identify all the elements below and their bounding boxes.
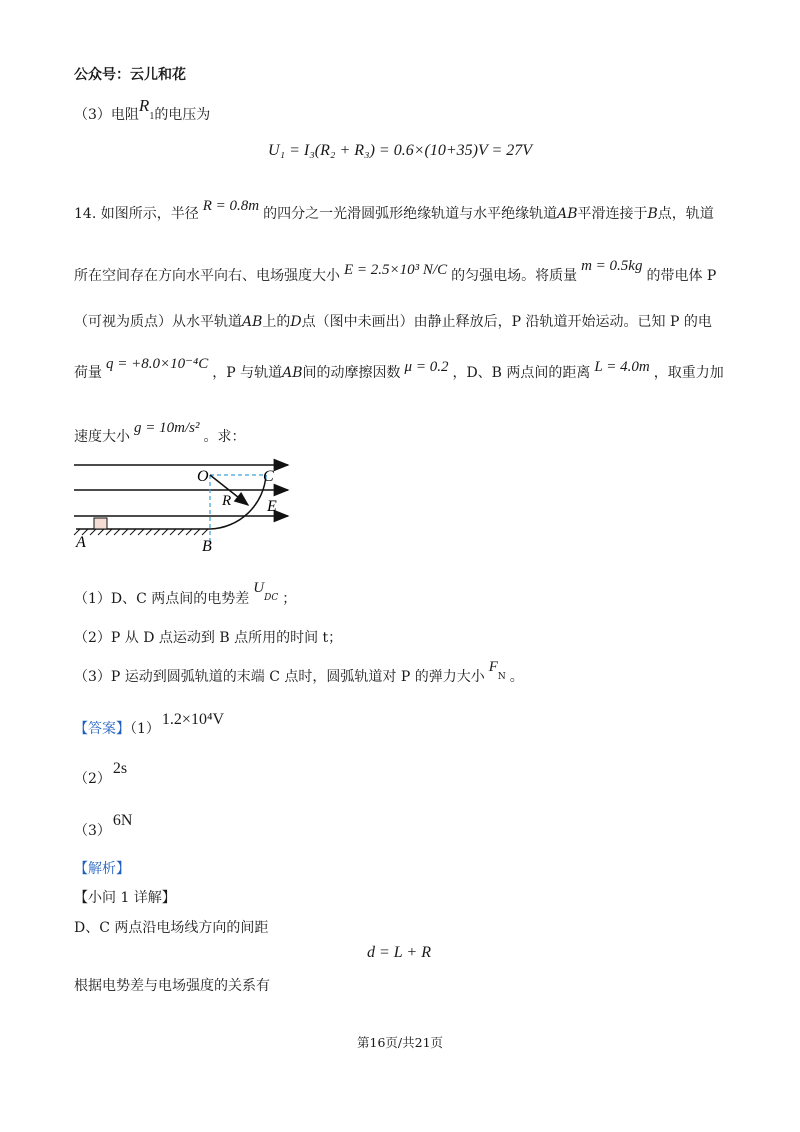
mass-value: m = 0.5kg	[581, 258, 643, 274]
problem-text: 的匀强电场。将质量	[451, 268, 578, 284]
problem-line-3	[74, 311, 712, 331]
point-label: B	[647, 206, 658, 222]
prev-part3-suffix: 的电压为	[154, 107, 211, 123]
question-text: （1）D、C 两点间的电势差	[74, 591, 250, 607]
answer-1-value: 1.2×10⁴V	[161, 711, 225, 728]
voltage-equation: U₁ = I₃(R₂ + R₃) = 0.6×(10+35)V = 27V	[268, 142, 533, 159]
resistor-subscript: 1	[149, 110, 155, 122]
page-number: 第16页/共21页	[357, 1035, 444, 1050]
problem-text: 平滑连接于	[577, 206, 648, 222]
prev-part3-label: （3）电阻	[74, 107, 139, 123]
analysis-line-2: 根据电势差与电场强度的关系有	[74, 978, 270, 994]
answer-label: （3）	[74, 823, 111, 839]
question-text: ；	[282, 591, 297, 607]
label-b: B	[202, 538, 212, 555]
distance-value: L = 4.0m	[594, 359, 650, 375]
ground-hatching	[74, 529, 208, 535]
normal-force-symbol: F	[488, 659, 498, 675]
problem-line-1	[74, 198, 714, 223]
problem-text: 上的	[262, 314, 291, 330]
question-text: （3）P 运动到圆弧轨道的末端 C 点时，圆弧轨道对 P 的弹力大小	[74, 669, 485, 685]
prev-part3-line	[74, 96, 211, 126]
account-header: 公众号：云儿和花	[74, 67, 186, 83]
problem-line-5	[74, 420, 246, 446]
label-o: O	[197, 468, 209, 485]
point-label: AB	[282, 365, 303, 381]
track-diagram	[70, 455, 300, 555]
problem-text: 速度大小	[74, 429, 130, 445]
answer-label: （1）	[130, 721, 160, 737]
arc-track	[210, 475, 266, 529]
problem-text: 间的动摩擦因数	[302, 365, 401, 381]
answer-label: （2）	[74, 771, 111, 787]
analysis-line-1: D、C 两点沿电场线方向的间距	[74, 920, 269, 936]
resistor-symbol: R	[138, 96, 150, 115]
problem-text: （可视为质点）从水平轨道	[74, 314, 242, 330]
problem-text: ，取重力加	[653, 365, 724, 381]
radius-value: R = 0.8m	[202, 198, 260, 214]
potential-diff-subscript: DC	[264, 592, 279, 603]
problem-text: 的四分之一光滑圆弧形绝缘轨道与水平绝缘轨道	[263, 206, 558, 222]
normal-force-subscript: N	[497, 671, 506, 682]
point-label: AB	[242, 314, 263, 330]
problem-text: 。求：	[203, 429, 246, 445]
label-e: E	[267, 498, 277, 515]
answer-3-value: 6N	[112, 812, 133, 829]
field-strength-value: E = 2.5×10³ N/C	[344, 262, 448, 278]
label-c: C	[263, 468, 274, 485]
problem-text: 的带电体 P	[646, 268, 717, 284]
analysis-tag: 【解析】	[74, 861, 130, 877]
problem-text: 所在空间存在方向水平向右、电场强度大小	[74, 268, 340, 284]
potential-diff-symbol: U	[253, 580, 265, 596]
question-text: 。	[509, 669, 524, 685]
charge-value: q = +8.0×10⁻⁴C	[106, 356, 209, 372]
answer-line-3	[74, 812, 133, 840]
question-2: （2）P 从 D 点运动到 B 点所用的时间 t；	[74, 630, 343, 646]
problem-text: 点（图中未画出）由静止释放后，P 沿轨道开始运动。已知 P 的电	[301, 314, 712, 330]
label-a: A	[76, 534, 86, 551]
friction-value: μ = 0.2	[404, 359, 449, 375]
answer-tag: 【答案】	[74, 721, 130, 737]
answer-line-2	[74, 760, 128, 788]
problem-text: 荷量	[74, 365, 102, 381]
gravity-value: g = 10m/s²	[134, 420, 200, 436]
answer-2-value: 2s	[112, 760, 128, 777]
problem-line-4	[74, 356, 724, 382]
distance-equation: d = L + R	[367, 944, 431, 961]
charged-block	[94, 518, 107, 529]
problem-line-2	[74, 258, 717, 285]
question-3	[74, 659, 524, 688]
sub-question-header: 【小问 1 详解】	[74, 890, 176, 906]
problem-text: ，D、B 两点间的距离	[452, 365, 591, 381]
label-r: R	[222, 493, 232, 509]
point-label: AB	[557, 206, 578, 222]
answer-line-1	[74, 711, 225, 738]
point-label: D	[290, 314, 302, 330]
question-1	[74, 580, 297, 610]
problem-text: 14. 如图所示，半径	[74, 206, 199, 222]
problem-text: ，P 与轨道	[212, 365, 283, 381]
problem-text: 点，轨道	[657, 206, 714, 222]
